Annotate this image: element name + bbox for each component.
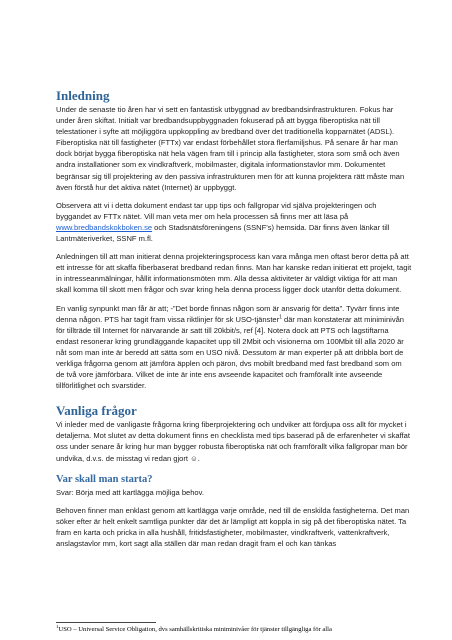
footnote [56,625,416,634]
paragraph-intro-2 [56,200,412,244]
footnote-text: USO – Universal Service Obligation, dvs samhällskritiska miniminivåer för tjänster tillgängliga för alla [58,626,332,633]
footnote-marker: 1 [56,625,59,630]
footnote-divider [56,622,156,623]
heading-var-skall-man-starta: Var skall man starta? [56,473,153,485]
paragraph-intro-4 [56,303,412,392]
paragraph-intro-3: Anledningen till att man initierat denna projekteringsprocess kan vara många men oftast beror detta på att ett intresse för att skaffa fiberbaserat bredband redan finns. Man har kanske redan initierat ett projekt, tagit in intresseanmälningar, hållit informationsmöten mm. Alla dessa aktiviteter är väldigt viktiga för att man skall komma till skott men frågor och svar kring hela denna process ligger dock utanför detta dokument. [56,252,412,295]
paragraph-start-1: Svar: Börja med att kartlägga möjliga behov. [56,487,204,497]
paragraph-intro-1: Under de senaste tio åren har vi sett en fantastisk utbyggnad av bredbandsinfrastrukturen. Fokus har under åren skiftat. Initialt var bredbandsuppbyggnaden fokuserad på att bygga fiberoptiska nät till telestationer i syfte att möjliggöra uppkoppling av bredband över det traditionella kopparnätet (ADSL). Fiberoptiska nät till fastigheter (FTTx) var endast förbehållet stora flerfamiljshus. På senare år har man dock börjat bygga fiberoptiska nät hela vägen fram till i princip alla fastigheter, stora som små och även andra installationer som ex vindkraftverk, mobilmaster, digitala informationstavlor mm. Dokumentet begränsar sig till projektering av den passiva infrastrukturen men för att kunna projektera rätt måste man även förstå hur det aktiva nätet (Internet) är uppbyggt. [56,105,405,192]
heading-inledning: Inledning [56,88,110,103]
paragraph-start-2: Behoven finner man enklast genom att kartlägga varje område, ned till de enskilda fastigheterna. Det man söker efter är helt enkelt samtliga punkter där det är lämpligt att koppla in sig på det fiberoptiska nätet. Ta fram en karta och pricka in alla hushåll, fritidsfastigheter, mobilmaster, vindkraftverk, vattenkraftverk, anslagstavlor mm, kort sagt alla ställen där man redan dragit fram el och kan tänkas [56,505,410,548]
paragraph-intro-2-text-b: och Stadsnätsföreningens (SSNF’s) hemsida. Där finns även länkar till Lantmäteriverket, SSNF m.fl. [56,222,390,244]
paragraph-intro-4-text-a: En vanlig synpunkt man får är att; -”Det borde finnas någon som är ansvarig för detta”. Tyvärr finns inte denna någon. PTS har tagit fram vissa riktlinjer för sk USO-tjänster [56,303,400,324]
paragraph-intro-2-text-a: Observera att vi i detta dokument endast tar upp tips och fallgropar vid själva projekteringen och byggandet av FTTx nätet. Vill man veta mer om hela processen så finns mer att läsa på [56,200,377,221]
footnote-reference: 1 [279,314,282,321]
heading-vanliga-fragor: Vanliga frågor [56,403,137,419]
paragraph-intro-4-text-b: där man konstaterar att miniminivån för tillträde till Internet för närvarande är satt till 20kbit/s, ref [4]. Notera dock att PTS och lagstiftarna endast resonerar kring grundläggande kapacitet upp till 2Mbit och visionerna om 100Mbit till alla 2020 är nåt som man inte är beredd att sätta som en USO nivå. Dessutom är man experter på att dribbla bort de verkliga frågorna genom att jämföra äpplen och päron, dvs mobilt bredband med fast bredband som om de två vore jämförbara. Vilket de inte är inte ens avseende kapacitet och framförallt inte avseende tillförlitlighet och svarstider. [56,314,404,391]
paragraph-faq-1: Vi inleder med de vanligaste frågorna kring fiberprojektering och undviker att fördjupa oss allt för mycket i detaljerna. Mot slutet av detta dokument finns en checklista med tips baserad på de erfarenheter vi skaffat oss under senare år kring hur man bygger robusta fiberoptiska nät och framförallt vilka fallgropar man bör undvika, d.v.s. de misstag vi redan gjort ☺. [56,420,410,463]
bredbandskokboken-link[interactable]: www.bredbandskokboken.se [56,222,153,232]
